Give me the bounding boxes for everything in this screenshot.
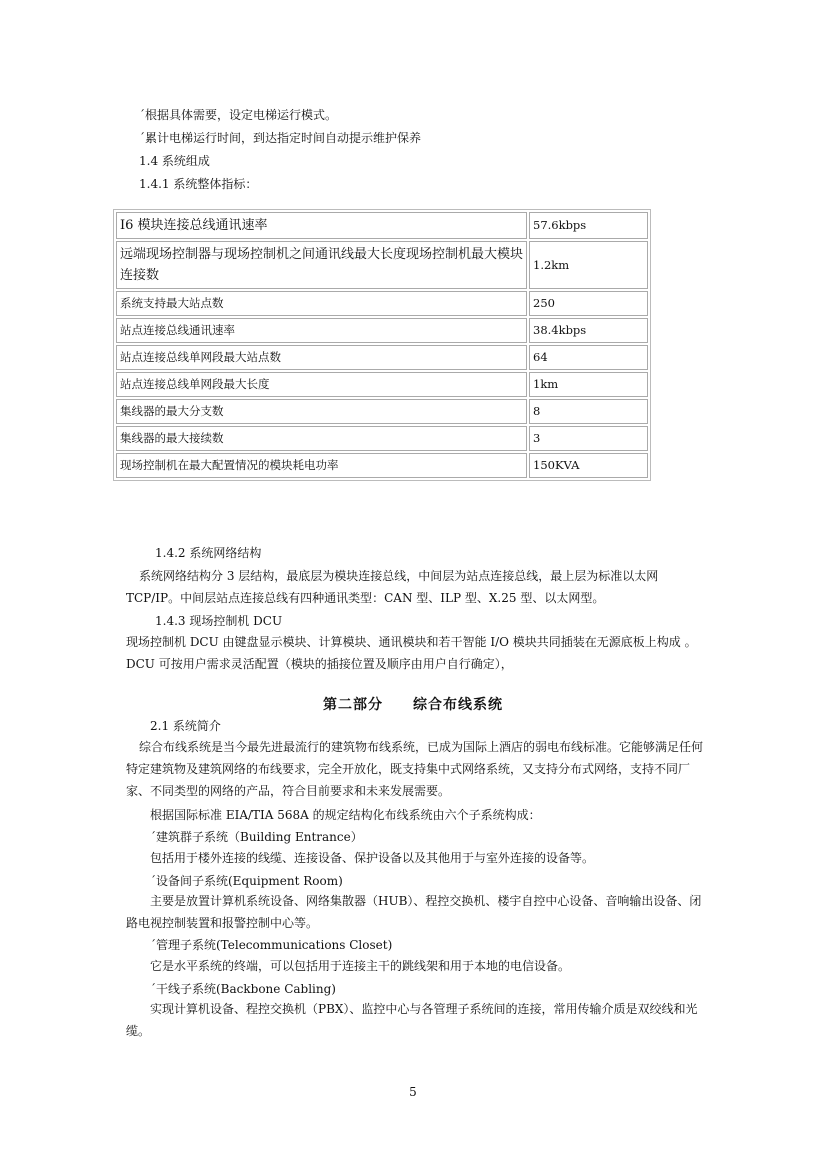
page-number: 5 — [409, 1085, 417, 1099]
part-title: 综合布线系统 — [413, 697, 503, 713]
table-row — [116, 291, 648, 316]
spec-key: 站点连接总线单网段最大长度 — [116, 372, 527, 397]
table-row — [116, 241, 648, 289]
section-1-4-2-title: 1.4.2 系统网络结构 — [155, 546, 262, 560]
spec-value: 1km — [529, 372, 648, 397]
cabling-intro-paragraph: 综合布线系统是当今最先进最流行的建筑物布线系统，已成为国际上酒店的弱电布线标准。它能够满足任何特定建筑物及建筑网络的布线要求，完全开放化，既支持集中式网络系统，又支持分布式网络，支持不同厂家、不同类型的网络的产品，符合目前要求和未来发展需要。 — [126, 740, 704, 798]
spec-value: 38.4kbps — [529, 318, 648, 343]
subsystem-equipment-room: ´设备间子系统(Equipment Room) — [150, 874, 343, 888]
subsystem-backbone-cabling-desc: 实现计算机设备、程控交换机（PBX）、监控中心与各管理子系统间的连接，常用传输介质是双绞线和光缆。 — [126, 1002, 698, 1038]
subsystem-equipment-room-desc: 主要是放置计算机系统设备、网络集散器（HUB）、程控交换机、楼宇自控中心设备、音响输出设备、闭路电视控制装置和报警控制中心等。 — [126, 894, 702, 930]
subsystem-building-entrance: ´建筑群子系统（Building Entrance） — [150, 830, 363, 844]
spec-value: 64 — [529, 345, 648, 370]
spec-key: 集线器的最大接续数 — [116, 426, 527, 451]
table-row — [116, 372, 648, 397]
part-two-heading — [0, 694, 826, 714]
section-2-1-title: 2.1 系统简介 — [150, 719, 221, 733]
spec-key: 站点连接总线单网段最大站点数 — [116, 345, 527, 370]
table-row — [116, 399, 648, 424]
bullet-line-maintenance: ´累计电梯运行时间，到达指定时间自动提示维护保养 — [139, 131, 422, 145]
spec-key: 站点连接总线通讯速率 — [116, 318, 527, 343]
table-row — [116, 453, 648, 478]
table-row — [116, 318, 648, 343]
bullet-line-elevator-mode: ´根据具体需要，设定电梯运行模式。 — [139, 108, 338, 122]
section-1-4-title: 1.4 系统组成 — [139, 154, 210, 168]
network-structure-paragraph: 系统网络结构分 3 层结构，最底层为模块连接总线，中间层为站点连接总线，最上层为标准以太网TCP/IP。中间层站点连接总线有四种通讯类型：CAN 型、ILP 型、X.25 型、以太网型。 — [126, 569, 659, 605]
spec-value: 8 — [529, 399, 648, 424]
spec-key: 远端现场控制器与现场控制机之间通讯线最大长度现场控制机最大模块连接数 — [116, 241, 527, 289]
spec-value: 3 — [529, 426, 648, 451]
spec-value: 250 — [529, 291, 648, 316]
section-1-4-3-title: 1.4.3 现场控制机 DCU — [155, 614, 283, 628]
spec-key: 系统支持最大站点数 — [116, 291, 527, 316]
spec-value: 150KVA — [529, 453, 648, 478]
spec-key: 集线器的最大分支数 — [116, 399, 527, 424]
dcu-paragraph: 现场控制机 DCU 由键盘显示模块、计算模块、通讯模块和若干智能 I/O 模块共同插装在无源底板上构成 。DCU 可按用户需求灵活配置（模块的插接位置及顺序由用户自行确定）， — [126, 635, 697, 671]
table-row — [116, 212, 648, 239]
spec-value: 57.6kbps — [529, 212, 648, 239]
subsystem-telecom-closet-desc: 它是水平系统的终端，可以包括用于连接主干的跳线架和用于本地的电信设备。 — [150, 959, 571, 973]
standard-line: 根据国际标准 EIA/TIA 568A 的规定结构化布线系统由六个子系统构成： — [150, 808, 541, 822]
table-row — [116, 345, 648, 370]
spec-key: I6 模块连接总线通讯速率 — [116, 212, 527, 239]
spec-key: 现场控制机在最大配置情况的模块耗电功率 — [116, 453, 527, 478]
part-label: 第二部分 — [323, 697, 383, 713]
subsystem-building-entrance-desc: 包括用于楼外连接的线缆、连接设备、保护设备以及其他用于与室外连接的设备等。 — [150, 851, 595, 865]
subsystem-backbone-cabling: ´干线子系统(Backbone Cabling) — [150, 982, 336, 996]
section-1-4-1-title: 1.4.1 系统整体指标： — [139, 177, 258, 191]
system-spec-table — [113, 209, 651, 481]
subsystem-telecom-closet: ´管理子系统(Telecommunications Closet) — [150, 938, 393, 952]
spec-value: 1.2km — [529, 241, 648, 289]
table-row — [116, 426, 648, 451]
